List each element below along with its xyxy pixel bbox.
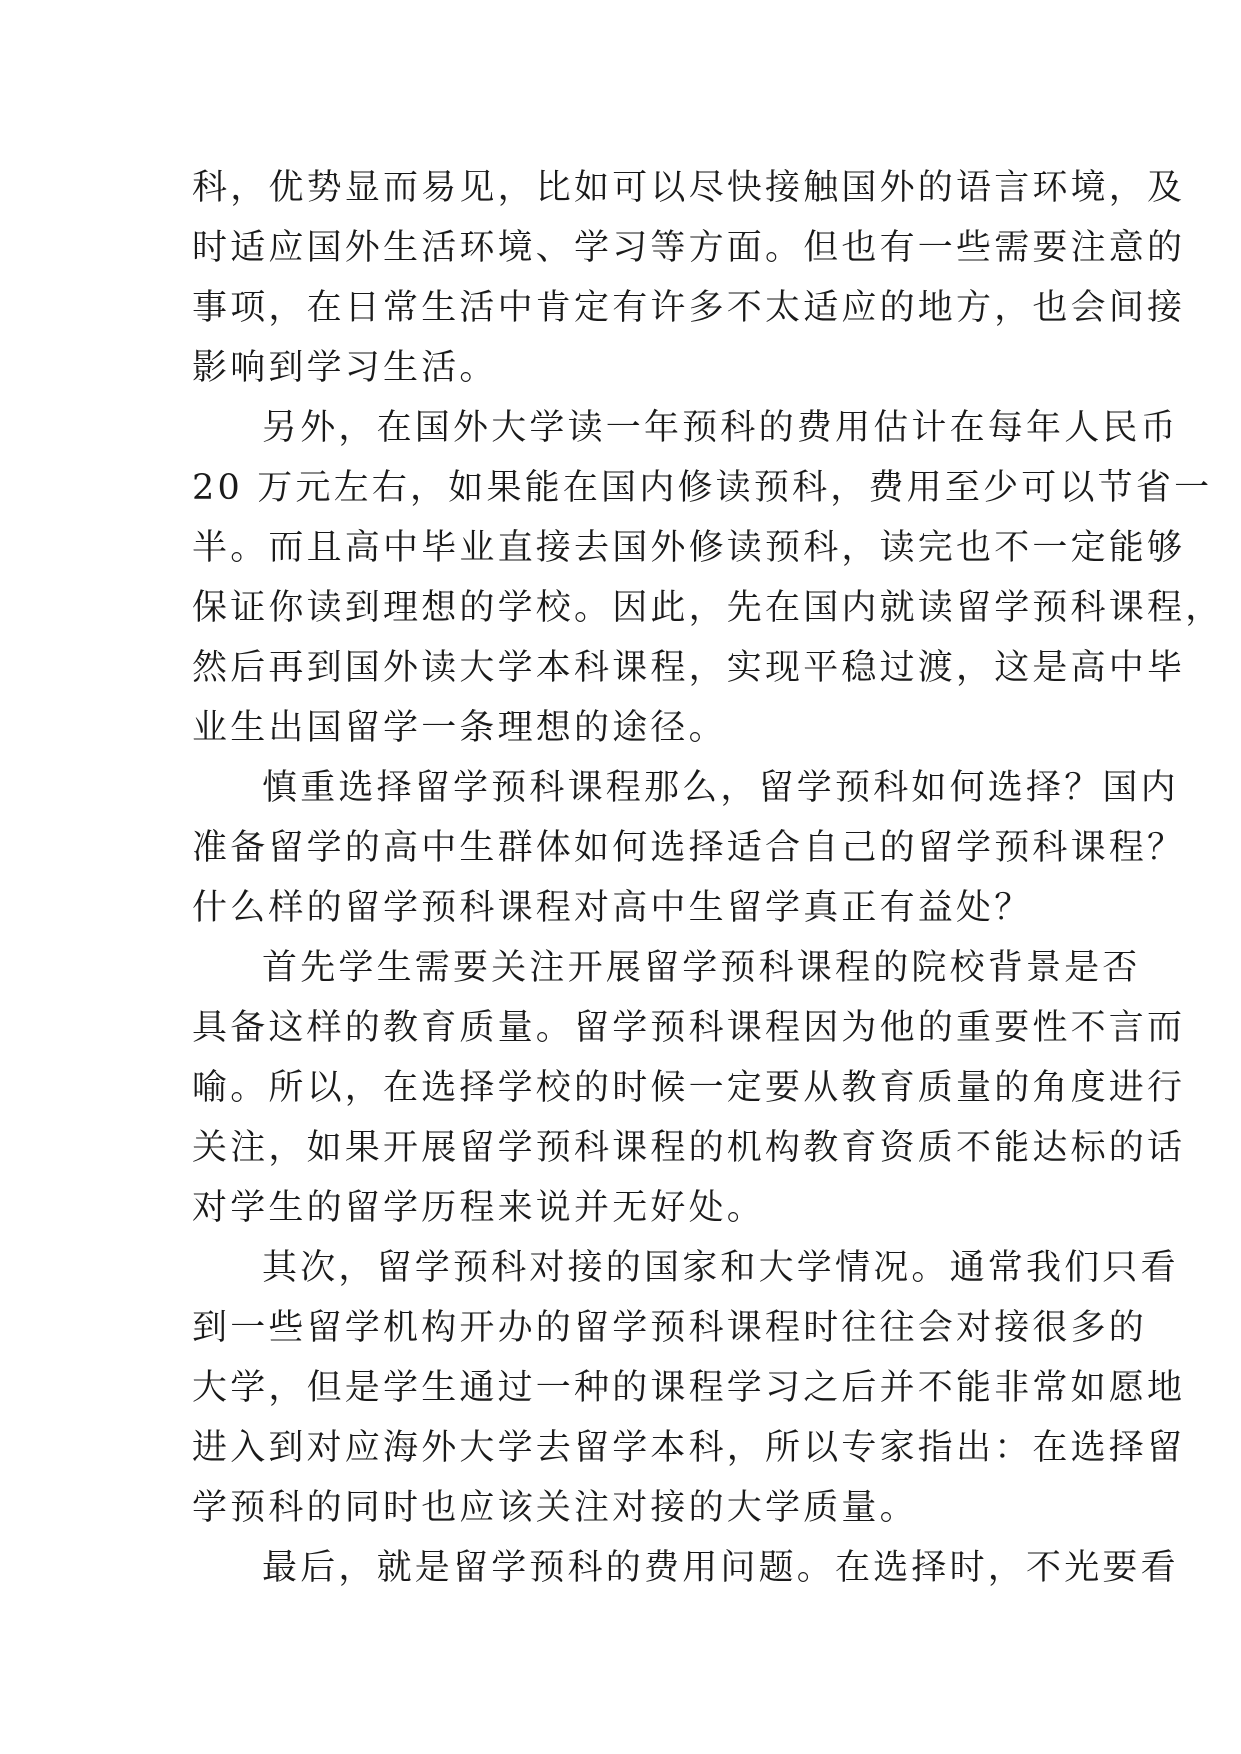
text-line: 20 万元左右，如果能在国内修读预科，费用至少可以节省一 — [192, 468, 1213, 508]
paragraph-4 — [192, 938, 1186, 1238]
text-line: 进入到对应海外大学去留学本科，所以专家指出：在选择留 — [192, 1428, 1186, 1468]
text-line: 半。而且高中毕业直接去国外修读预科，读完也不一定能够 — [192, 528, 1186, 568]
document-body — [192, 158, 1224, 1598]
text-line: 喻。所以，在选择学校的时候一定要从教育质量的角度进行 — [192, 1068, 1186, 1108]
text-line: 到一些留学机构开办的留学预科课程时往往会对接很多的 — [192, 1308, 1148, 1348]
text-line: 准备留学的高中生群体如何选择适合自己的留学预科课程？ — [192, 828, 1186, 868]
text-line: 大学，但是学生通过一种的课程学习之后并不能非常如愿地 — [192, 1368, 1186, 1408]
text-line: 具备这样的教育质量。留学预科课程因为他的重要性不言而 — [192, 1008, 1186, 1048]
text-line: 对学生的留学历程来说并无好处。 — [192, 1188, 766, 1228]
text-line: 另外，在国外大学读一年预科的费用估计在每年人民币 — [262, 408, 1179, 448]
text-line: 科，优势显而易见，比如可以尽快接触国外的语言环境，及 — [192, 168, 1186, 208]
text-line: 最后，就是留学预科的费用问题。在选择时，不光要看 — [262, 1548, 1179, 1588]
text-line: 什么样的留学预科课程对高中生留学真正有益处？ — [192, 888, 1033, 928]
text-line: 时适应国外生活环境、学习等方面。但也有一些需要注意的 — [192, 228, 1186, 268]
paragraph-3 — [192, 758, 1186, 938]
text-line: 慎重选择留学预科课程那么，留学预科如何选择？国内 — [262, 768, 1179, 808]
paragraph-2 — [192, 398, 1224, 758]
paragraph-5 — [192, 1238, 1186, 1538]
text-line: 学预科的同时也应该关注对接的大学质量。 — [192, 1488, 918, 1528]
text-line: 事项，在日常生活中肯定有许多不太适应的地方，也会间接 — [192, 288, 1186, 328]
text-line: 首先学生需要关注开展留学预科课程的院校背景是否 — [262, 948, 1141, 988]
text-line: 业生出国留学一条理想的途径。 — [192, 708, 727, 748]
text-line: 关注，如果开展留学预科课程的机构教育资质不能达标的话 — [192, 1128, 1186, 1168]
paragraph-1 — [192, 158, 1186, 398]
text-line: 保证你读到理想的学校。因此，先在国内就读留学预科课程， — [192, 588, 1224, 628]
text-line: 然后再到国外读大学本科课程，实现平稳过渡，这是高中毕 — [192, 648, 1186, 688]
text-line: 影响到学习生活。 — [192, 348, 498, 388]
text-line: 其次，留学预科对接的国家和大学情况。通常我们只看 — [262, 1248, 1179, 1288]
paragraph-6 — [192, 1538, 1179, 1598]
